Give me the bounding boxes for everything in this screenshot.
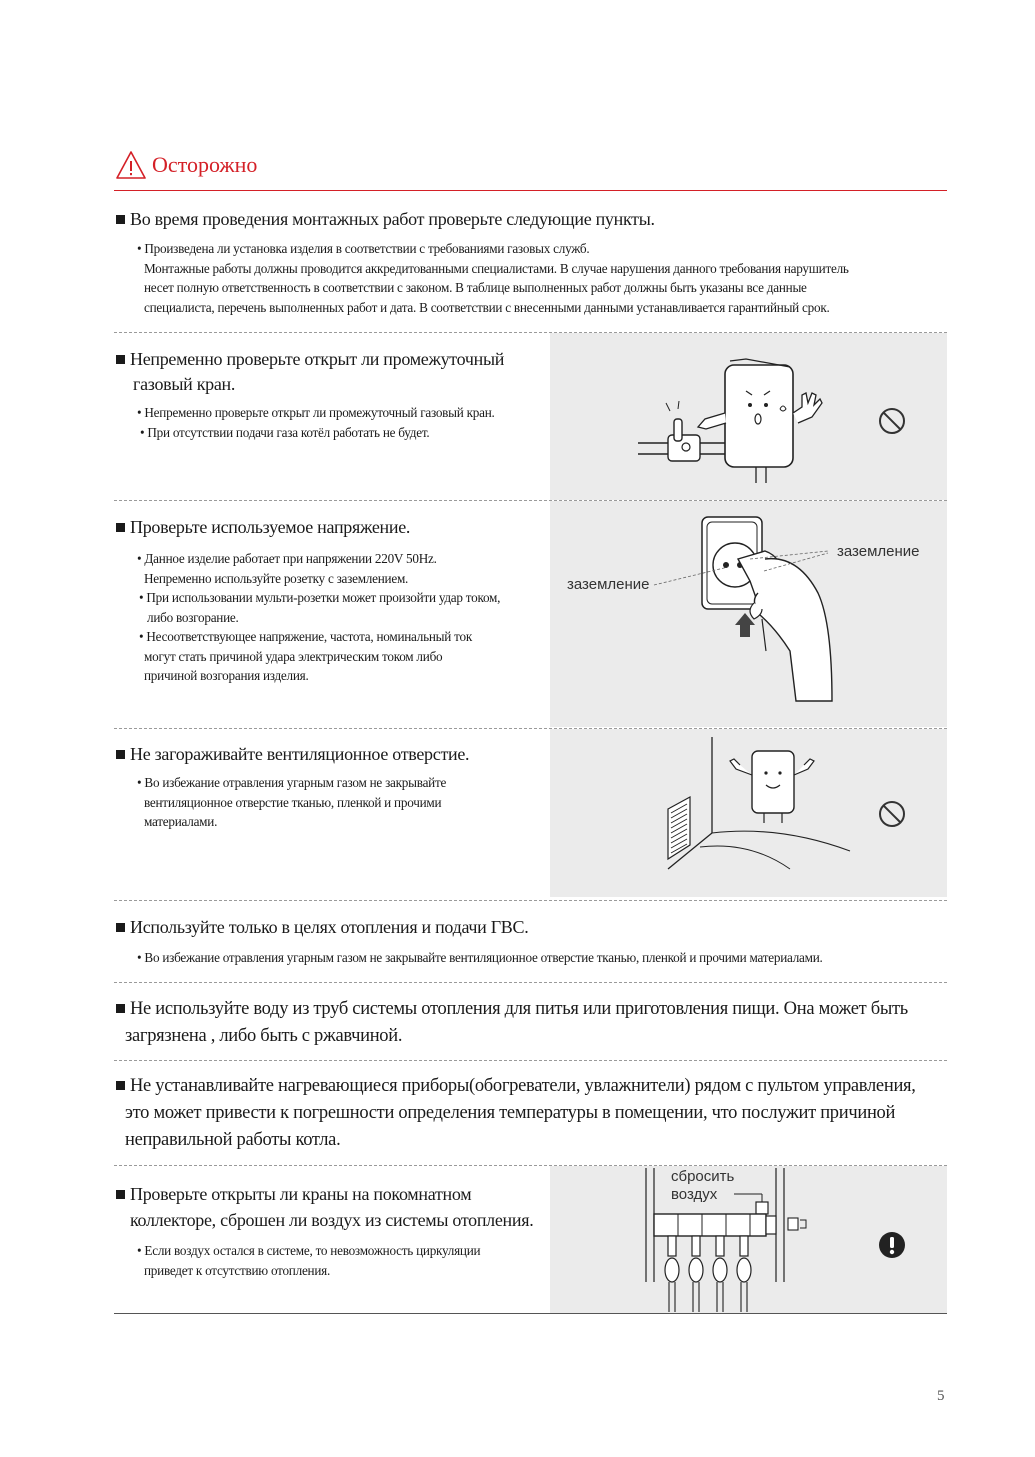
section6-heading-line: загрязнена , либо быть с ржавчиной.	[125, 1026, 403, 1046]
section3-line: могут стать причиной удара электрическим током либо	[144, 648, 443, 664]
section8-heading-line: Проверьте открыты ли краны на покомнатном	[130, 1184, 472, 1204]
section8-line: • Если воздух остался в системе, то невозможность циркуляции	[137, 1243, 481, 1258]
bottom-rule	[114, 1313, 947, 1314]
section5-body	[137, 948, 823, 968]
divider	[114, 1060, 947, 1061]
section3-heading	[116, 515, 410, 540]
section3-body	[137, 549, 500, 686]
title-divider	[114, 190, 947, 191]
section2-heading	[116, 347, 504, 397]
section8-body	[137, 1241, 480, 1280]
section7-heading-line: неправильной работы котла.	[125, 1130, 341, 1150]
section5-line: • Во избежание отравления угарным газом не закрывайте вентиляционное отверстие тканью, пленкой и прочими материалами.	[137, 950, 823, 965]
section8-line: приведет к отсутствию отопления.	[144, 1262, 331, 1278]
page-number: 5	[937, 1388, 945, 1404]
section4-body	[137, 773, 446, 832]
section3-line: • При использовании мульти-розетки может произойти удар током,	[139, 590, 501, 605]
section3-line: • Данное изделие работает при напряжении 220V 50Hz.	[137, 551, 437, 566]
section2-heading-line: Непременно проверьте открыт ли промежуточный	[130, 349, 505, 369]
section3-line: причиной возгорания изделия.	[144, 668, 309, 683]
ground-label-right: заземление	[837, 543, 920, 560]
ground-label-left: заземление	[567, 576, 650, 593]
section4-heading	[116, 742, 469, 767]
section6-heading-line: Не используйте воду из труб системы отопления для питья или приготовления пищи. Она может быть	[130, 999, 908, 1019]
section3-line: либо возгорание.	[147, 609, 239, 625]
section1-line: • Произведена ли установка изделия в соответствии с требованиями газовых служб.	[137, 241, 590, 256]
section2-heading-line: газовый кран.	[133, 374, 236, 394]
section1-line: специалиста, перечень выполненных работ и дата. В соответствии с внесенными данными устанавливается гарантийный срок.	[144, 299, 830, 315]
section1-line: Монтажные работы должны проводится аккредитованными специалистами. В случае нарушения данного требования нарушитель	[144, 260, 849, 276]
section1-heading	[116, 207, 655, 232]
section4-heading-text: Не загораживайте вентиляционное отверстие.	[130, 744, 470, 764]
section5-heading	[116, 915, 528, 940]
section3-line: • Несоответствующее напряжение, частота, номинальный ток	[139, 629, 472, 644]
warning-triangle-icon	[115, 150, 147, 185]
section1-heading-text: Во время проведения монтажных работ проверьте следующие пункты.	[130, 209, 655, 229]
section2-line: • При отсутствии подачи газа котёл работать не будет.	[140, 424, 430, 440]
reset-air-label-line: сбросить	[671, 1168, 735, 1185]
section2-line: • Непременно проверьте открыт ли промежуточный газовый кран.	[137, 405, 495, 420]
illustration-panel-socket	[550, 501, 947, 727]
section7-heading-line: это может привести к погрешности определения температуры в помещении, что послужит причиной	[125, 1103, 896, 1123]
divider	[114, 900, 947, 901]
reset-air-label-line: воздух	[671, 1186, 718, 1203]
socket-illustration	[550, 501, 947, 727]
section8-heading	[116, 1182, 533, 1233]
exclamation-icon	[877, 1230, 907, 1265]
section8-heading-line: коллекторе, сброшен ли воздух из системы отопления.	[130, 1210, 534, 1230]
section4-line: вентиляционное отверстие тканью, пленкой и прочими	[144, 794, 442, 810]
section3-line: Непременно используйте розетку с заземлением.	[144, 570, 409, 586]
section6-heading	[116, 996, 908, 1050]
section3-heading-text: Проверьте используемое напряжение.	[130, 517, 411, 537]
section1-line: несет полную ответственность в соответствии с законом. В таблице выполненных работ должны быть указаны все данные	[144, 280, 807, 295]
section7-heading-line: Не устанавливайте нагревающиеся приборы(обогреватели, увлажнители) рядом с пультом управления,	[130, 1076, 916, 1096]
prohibited-icon	[877, 406, 907, 441]
section1-body	[137, 239, 849, 317]
divider	[114, 982, 947, 983]
section7-heading	[116, 1073, 916, 1154]
caution-title: Осторожно	[152, 152, 258, 177]
reset-air-label	[671, 1168, 734, 1204]
section4-line: материалами.	[144, 814, 218, 829]
section2-body	[137, 403, 495, 442]
section4-line: • Во избежание отравления угарным газом не закрывайте	[137, 775, 447, 790]
prohibited-icon	[877, 799, 907, 834]
section5-heading-text: Используйте только в целях отопления и подачи ГВС.	[130, 917, 529, 937]
